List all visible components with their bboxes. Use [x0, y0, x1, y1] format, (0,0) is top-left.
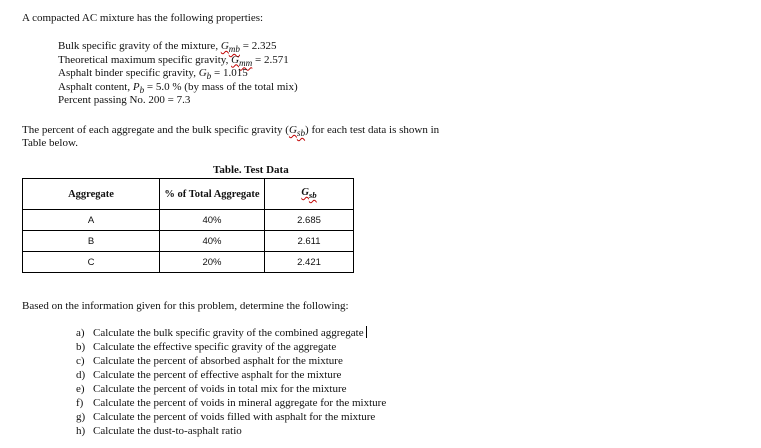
cell-aggregate: A: [23, 210, 160, 231]
cell-gsb: 2.421: [265, 252, 354, 273]
property-gmb: Bulk specific gravity of the mixture, $G_{mb} = 2.325$: [58, 40, 277, 55]
table-intro-line-2: Table below.: [22, 137, 78, 149]
cell-aggregate: B: [23, 231, 160, 252]
property-gmm: Theoretical maximum specific gravity, $G_{mm} = 2.571$: [58, 53, 289, 68]
header-gsb: $G_{sb}$: [265, 179, 354, 210]
list-item[interactable]: c) Calculate the percent of absorbed asphalt for the mixture: [76, 355, 343, 367]
table-title: Table. Test Data: [213, 164, 289, 176]
text-cursor: [366, 326, 367, 338]
header-aggregate: Aggregate: [23, 179, 160, 210]
header-percent: % of Total Aggregate: [160, 179, 265, 210]
cell-percent: 20%: [160, 252, 265, 273]
cell-gsb: 2.611: [265, 231, 354, 252]
table-row: [23, 210, 354, 231]
cell-percent: 40%: [160, 210, 265, 231]
cell-percent: 40%: [160, 231, 265, 252]
table-row: [23, 231, 354, 252]
cell-aggregate: C: [23, 252, 160, 273]
list-item[interactable]: a) Calculate the bulk specific gravity of the combined aggregate: [76, 326, 386, 340]
property-gb: Asphalt binder specific gravity, $G_b = 1.015$: [58, 67, 248, 82]
property-passing-200: Percent passing No. 200 = 7.3: [58, 94, 191, 106]
cell-gsb: 2.685: [265, 210, 354, 231]
question-text: Based on the information given for this problem, determine the following:: [22, 300, 349, 312]
list-item[interactable]: e) Calculate the percent of voids in total mix for the mixture: [76, 383, 347, 395]
table-row: [23, 252, 354, 273]
list-item[interactable]: b) Calculate the effective specific gravity of the aggregate: [76, 341, 337, 353]
table-intro-line-1: The percent of each aggregate and the bulk specific gravity $(G_{sb})$ for each test data is shown in: [22, 124, 440, 139]
parts-list: [76, 326, 386, 438]
list-item[interactable]: d) Calculate the percent of effective asphalt for the mixture: [76, 369, 342, 381]
test-data-table: [22, 178, 354, 273]
property-pb: Asphalt content, $P_b = 5.0$ % (by mass of the total mix): [58, 80, 298, 95]
list-item[interactable]: h) Calculate the dust-to-asphalt ratio: [76, 425, 242, 437]
list-item[interactable]: f) Calculate the percent of voids in mineral aggregate for the mixture: [76, 397, 387, 409]
table-header-row: [23, 179, 354, 210]
properties-list: [58, 40, 298, 108]
list-item[interactable]: g) Calculate the percent of voids filled with asphalt for the mixture: [76, 411, 376, 423]
intro-text: A compacted AC mixture has the following properties:: [22, 12, 264, 24]
